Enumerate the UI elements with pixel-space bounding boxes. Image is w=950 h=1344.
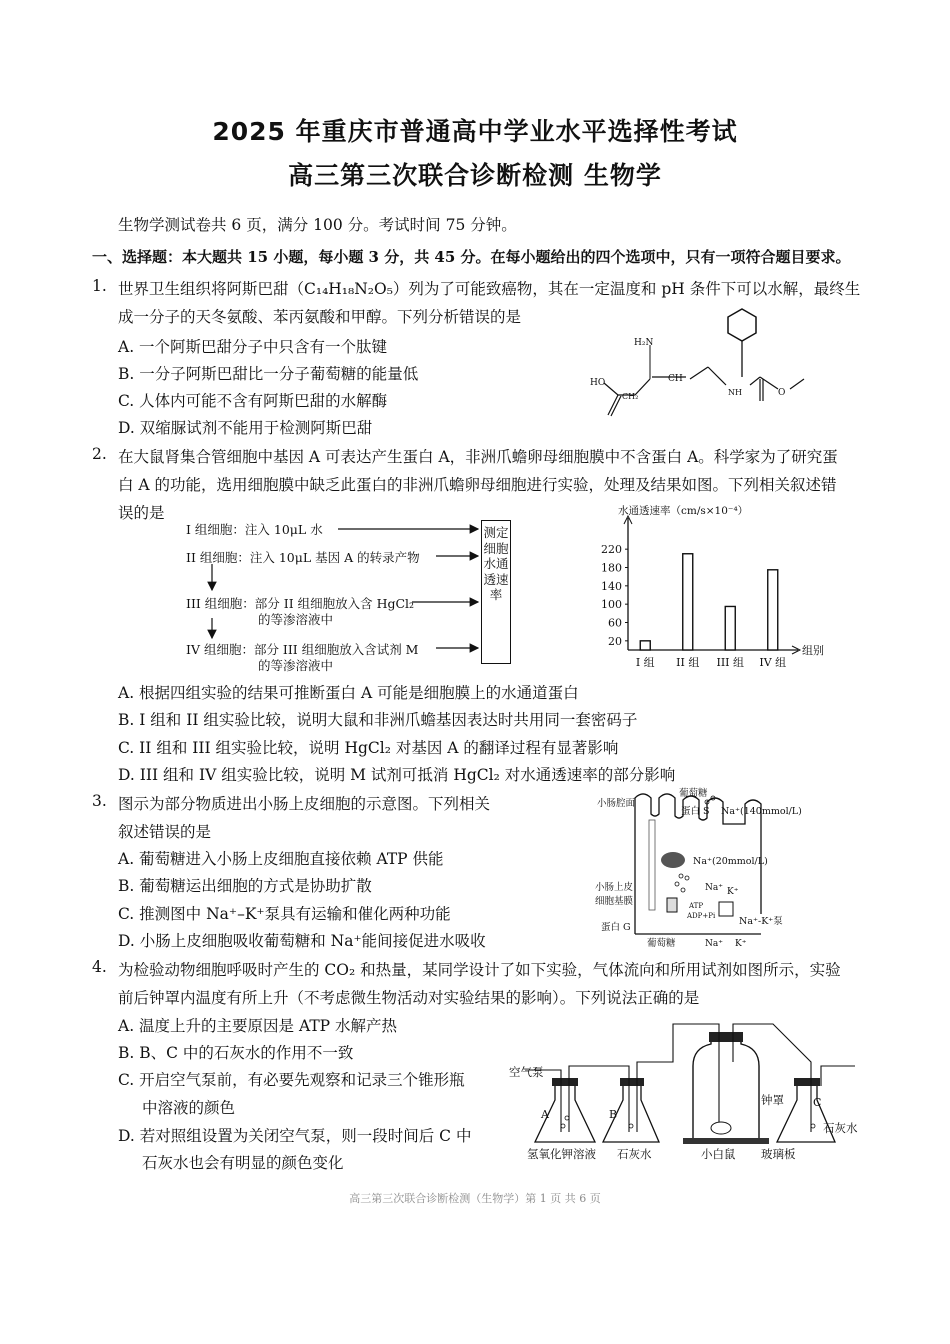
bell-jar-label: 钟罩 (761, 1093, 784, 1107)
exam-subtitle: 高三第三次联合诊断检测 生物学 (288, 161, 662, 190)
flask-b-label: B (609, 1108, 618, 1121)
glucose-label: 葡萄糖 (679, 788, 708, 799)
protein-g-label: 蛋白 G (601, 922, 631, 933)
option-d: D. 双缩脲试剂不能用于检测阿斯巴甜 (118, 419, 373, 437)
atp-label: ATP (689, 902, 704, 910)
bar (725, 606, 735, 650)
aspartame-structure (590, 305, 810, 425)
option-d-cont: 石灰水也会有明显的颜色变化 (142, 1154, 344, 1172)
option-b: B. B、C 中的石灰水的作用不一致 (118, 1044, 354, 1062)
group-2-label: II 组细胞：注入 10μL 基因 A 的转录产物 (186, 550, 420, 565)
x-tick-label: I 组 (635, 656, 655, 669)
question-stem: 世界卫生组织将阿斯巴甜（C₁₄H₁₈N₂O₅）列为了可能致癌物，其在一定温度和 pH 条件下可以水解，最终生 (118, 280, 861, 298)
flask-a-label: A (541, 1108, 549, 1121)
limewater-b-label: 石灰水 (617, 1147, 652, 1161)
group-4-label: IV 组细胞：部分 III 组细胞放入含试剂 M (186, 642, 419, 657)
option-d: D. 若对照组设置为关闭空气泵，则一段时间后 C 中 (118, 1127, 472, 1145)
k-out-label: K⁺ (735, 939, 747, 949)
lumen-label: 小肠腔面 (597, 798, 636, 809)
na20-label: Na⁺(20mmol/L) (693, 856, 768, 867)
limewater-c-label: 石灰水 (823, 1121, 858, 1135)
protein-s-label: 蛋白 S (681, 806, 710, 817)
option-c: C. 开启空气泵前，有必要先观察和记录三个锥形瓶 (118, 1071, 465, 1089)
option-a: A. 温度上升的主要原因是 ATP 水解产热 (118, 1017, 398, 1035)
ch2-label: CH₂ (622, 392, 639, 401)
option-b: B. 一分子阿斯巴甜比一分子葡萄糖的能量低 (118, 365, 419, 383)
bar (640, 641, 650, 650)
question-stem: 叙述错误的是 (118, 823, 212, 841)
y-tick-label: 180 (601, 561, 622, 575)
y-tick-label: 140 (601, 579, 622, 593)
y-tick-label: 20 (608, 634, 622, 648)
question-number: 2. (92, 445, 107, 463)
question-stem: 图示为部分物质进出小肠上皮细胞的示意图。下列相关 (118, 795, 491, 813)
question-stem: 前后钟罩内温度有所上升（不考虑微生物活动对实验结果的影响）。下列说法正确的是 (118, 989, 700, 1007)
section-heading: 一、选择题：本大题共 15 小题，每小题 3 分，共 45 分。在每小题给出的四个选项中，只有一项符合题目要求。 (92, 248, 851, 266)
question-stem: 在大鼠肾集合管细胞中基因 A 可表达产生蛋白 A，非洲爪蟾卵母细胞膜中不含蛋白 A。科学家为了研究蛋 (118, 448, 838, 466)
measure-box: 测定细胞水通透速率 (481, 520, 511, 664)
glass-plate-label: 玻璃板 (761, 1147, 796, 1161)
water-permeability-chart (580, 505, 824, 678)
ho-label: HO (590, 378, 606, 388)
page-footer: 高三第三次联合诊断检测（生物学）第 1 页 共 6 页 (349, 1192, 601, 1205)
x-tick-label: III 组 (716, 656, 745, 669)
y-axis-label: 水通透速率（cm/s×10⁻⁴） (618, 505, 749, 517)
adp-label: ADP+Pi (687, 912, 716, 920)
question-number: 4. (92, 958, 107, 976)
y-tick-label: 100 (601, 598, 622, 612)
option-a: A. 葡萄糖进入小肠上皮细胞直接依赖 ATP 供能 (118, 850, 444, 868)
ch-label: CH (668, 374, 683, 384)
exam-title: 2025 年重庆市普通高中学业水平选择性考试 (212, 117, 738, 146)
x-axis-label: 组别 (802, 644, 824, 657)
y-tick-label: 60 (608, 616, 622, 630)
k-label: K⁺ (727, 887, 739, 897)
option-d: D. 小肠上皮细胞吸收葡萄糖和 Na⁺能间接促进水吸收 (118, 932, 486, 950)
x-tick-label: IV 组 (759, 656, 787, 669)
question-stem: 误的是 (118, 504, 165, 522)
group-3-label-2: 的等渗溶液中 (258, 612, 334, 627)
pump-label: Na⁺-K⁺泵 (739, 916, 783, 927)
air-pump-label: 空气泵 (509, 1065, 544, 1079)
question-stem: 为检验动物细胞呼吸时产生的 CO₂ 和热量，某同学设计了如下实验，气体流向和所用试剂如图所示，实验 (118, 961, 841, 979)
basal-label-1: 小肠上皮 (595, 882, 634, 893)
flask-c-label: C (813, 1096, 822, 1109)
option-b: B. 葡萄糖运出细胞的方式是协助扩散 (118, 877, 372, 895)
option-d: D. III 组和 IV 组实验比较，说明 M 试剂可抵消 HgCl₂ 对水通透速率的部分影响 (118, 766, 676, 784)
basal-label-2: 细胞基膜 (595, 896, 634, 907)
koh-label: 氢氧化钾溶液 (527, 1147, 596, 1161)
nh2-label: H₂N (634, 338, 654, 348)
group-3-label: III 组细胞：部分 II 组细胞放入含 HgCl₂ (186, 596, 415, 611)
exam-intro: 生物学测试卷共 6 页，满分 100 分。考试时间 75 分钟。 (118, 216, 517, 234)
option-a: A. 一个阿斯巴甜分子中只含有一个肽键 (118, 338, 388, 356)
glucose-out-label: 葡萄糖 (647, 938, 676, 949)
flow-arrows (200, 518, 490, 678)
x-tick-label: II 组 (676, 656, 700, 669)
y-tick-label: 220 (601, 543, 622, 557)
question-stem: 成一分子的天冬氨酸、苯丙氨酸和甲醇。下列分析错误的是 (118, 308, 522, 326)
option-c: C. 人体内可能不含有阿斯巴甜的水解酶 (118, 392, 388, 410)
na140-label: Na⁺(140mmol/L) (721, 806, 802, 817)
option-a: A. 根据四组实验的结果可推断蛋白 A 可能是细胞膜上的水通道蛋白 (118, 684, 579, 702)
question-number: 1. (92, 277, 107, 295)
question-number: 3. (92, 792, 107, 810)
question-stem: 白 A 的功能，选用细胞膜中缺乏此蛋白的非洲爪蟾卵母细胞进行实验，处理及结果如图。下列相关叙述错 (118, 476, 837, 494)
na-out-label: Na⁺ (705, 939, 723, 949)
group-4-label-2: 的等渗溶液中 (258, 658, 334, 673)
bar (683, 554, 693, 650)
intestine-cell-figure (595, 784, 855, 954)
nh-label: NH (728, 388, 742, 397)
option-c: C. 推测图中 Na⁺–K⁺泵具有运输和催化两种功能 (118, 905, 451, 923)
o-label: O (778, 388, 786, 398)
option-c: C. II 组和 III 组实验比较，说明 HgCl₂ 对基因 A 的翻译过程有显著影响 (118, 739, 619, 757)
bar (768, 570, 778, 650)
group-1-label: I 组细胞：注入 10μL 水 (186, 522, 323, 537)
mouse-label: 小白鼠 (701, 1147, 736, 1161)
option-b: B. I 组和 II 组实验比较，说明大鼠和非洲爪蟾基因表达时共用同一套密码子 (118, 711, 638, 729)
na-label: Na⁺ (705, 883, 723, 893)
option-c-cont: 中溶液的颜色 (142, 1099, 236, 1117)
respiration-apparatus (505, 1022, 870, 1162)
